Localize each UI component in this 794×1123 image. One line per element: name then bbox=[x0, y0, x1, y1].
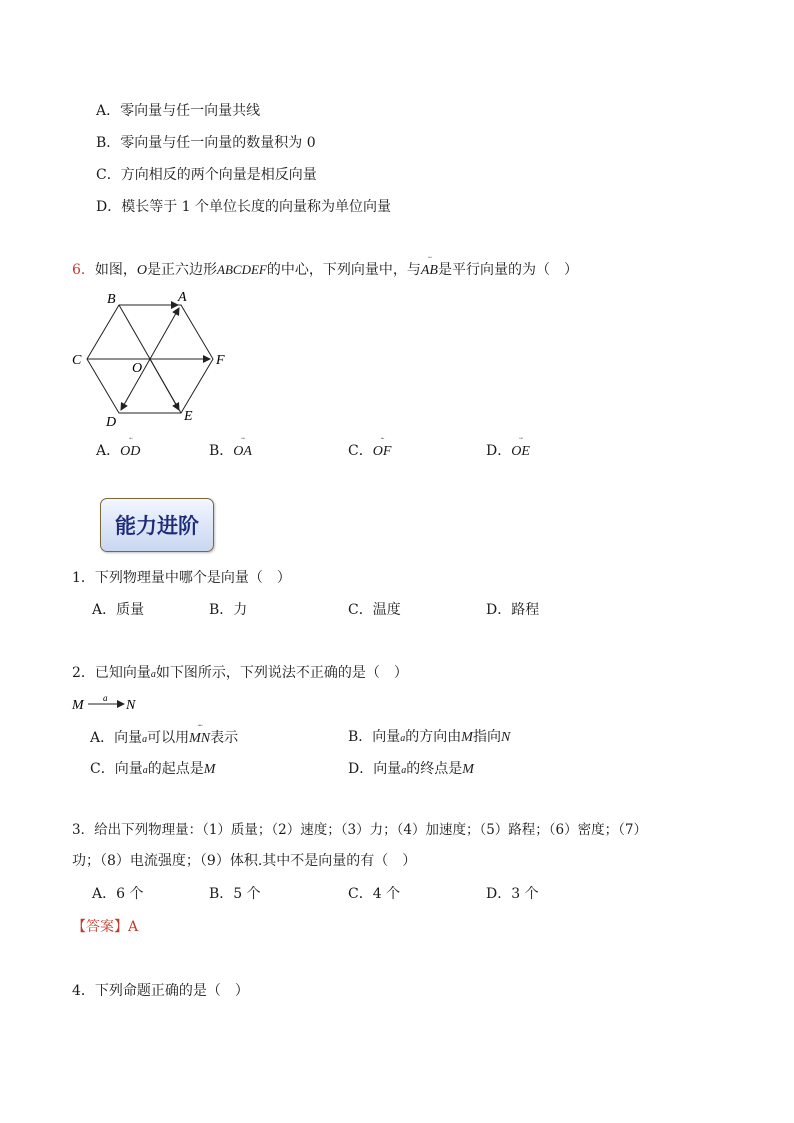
label-c: C bbox=[72, 353, 82, 368]
q1-option-d: D．路程 bbox=[486, 602, 540, 618]
q3-option-c: C．4 个 bbox=[348, 886, 401, 902]
q3-answer: 【答案】A bbox=[72, 919, 139, 935]
q3-option-a: A．6 个 bbox=[92, 886, 144, 902]
q6-option-a: A． ᵕᵕ OD bbox=[96, 434, 141, 459]
q6-text-c: 的中心，下列向量中，与 bbox=[266, 262, 421, 278]
q6-text-a: 如图， bbox=[94, 262, 137, 278]
q6-option-b: B． ᵕᵕ OA bbox=[209, 434, 252, 459]
q3-option-b: B．5 个 bbox=[209, 886, 261, 902]
prev-option-c: C．方向相反的两个向量是相反向量 bbox=[96, 167, 317, 183]
q2-option-a: A．向量a可以用 ᵕᵕᵕ MN表示 bbox=[90, 721, 239, 746]
q6-option-d: D． ᵕᵕ OE bbox=[486, 434, 530, 459]
q6-point-o: O bbox=[136, 263, 148, 278]
label-e: E bbox=[184, 409, 193, 424]
label-d: D bbox=[106, 415, 117, 428]
vector-a-symbol: a bbox=[150, 669, 156, 680]
label-o: O bbox=[132, 361, 143, 376]
question-2: 2．已知向量a如下图所示，下列说法不正确的是（ ） bbox=[72, 665, 408, 681]
q6-text-b: 是正六边形 bbox=[147, 262, 218, 278]
vector-oa-arrow bbox=[150, 308, 179, 359]
prev-option-b: B．零向量与任一向量的数量积为 0 bbox=[96, 135, 316, 151]
label-a: A bbox=[178, 290, 187, 305]
section-title: 能力进阶 bbox=[115, 514, 199, 538]
hexagon-figure bbox=[70, 288, 230, 428]
q6-option-c: C． ᵕᵕ OF bbox=[348, 434, 392, 459]
prev-option-a: A．零向量与任一向量共线 bbox=[96, 103, 261, 119]
fig-label-a: a bbox=[103, 693, 108, 703]
question-6 bbox=[72, 253, 578, 280]
q2-option-b: B．向量a的方向由M指向N bbox=[348, 729, 511, 745]
label-b: B bbox=[107, 292, 116, 307]
section-heading-box bbox=[100, 498, 214, 552]
q2-option-d: D．向量a的终点是M bbox=[348, 761, 474, 777]
q6-text-d: 是平行向量的为（ ） bbox=[437, 262, 578, 278]
q1-option-a: A．质量 bbox=[92, 602, 145, 618]
q6-vector-ab: ᵕᵕ AB bbox=[420, 253, 438, 278]
q2-option-c: C．向量a的起点是M bbox=[90, 761, 216, 777]
question-number: 6． bbox=[72, 262, 95, 278]
vector-mn-figure bbox=[70, 690, 150, 714]
q1-option-b: B．力 bbox=[209, 602, 248, 618]
fig-label-n: N bbox=[126, 698, 136, 713]
q1-option-c: C．温度 bbox=[348, 602, 401, 618]
question-3-line-1: 3．给出下列物理量：（1）质量；（2）速度；（3）力；（4）加速度；（5）路程；（6）密度；（7） bbox=[72, 822, 647, 838]
vector-oe-arrow bbox=[150, 359, 179, 410]
q3-option-d: D．3 个 bbox=[486, 886, 539, 902]
label-f: F bbox=[216, 353, 225, 368]
question-1: 1．下列物理量中哪个是向量（ ） bbox=[72, 570, 291, 586]
prev-option-d: D．模长等于 1 个单位长度的向量称为单位向量 bbox=[96, 199, 392, 215]
question-4: 4．下列命题正确的是（ ） bbox=[72, 983, 249, 999]
q6-hexagon-name: ABCDEF bbox=[217, 262, 267, 277]
question-3-line-2: 功；（8）电流强度；（9）体积.其中不是向量的有（ ） bbox=[72, 853, 417, 869]
fig-label-m: M bbox=[72, 698, 84, 713]
